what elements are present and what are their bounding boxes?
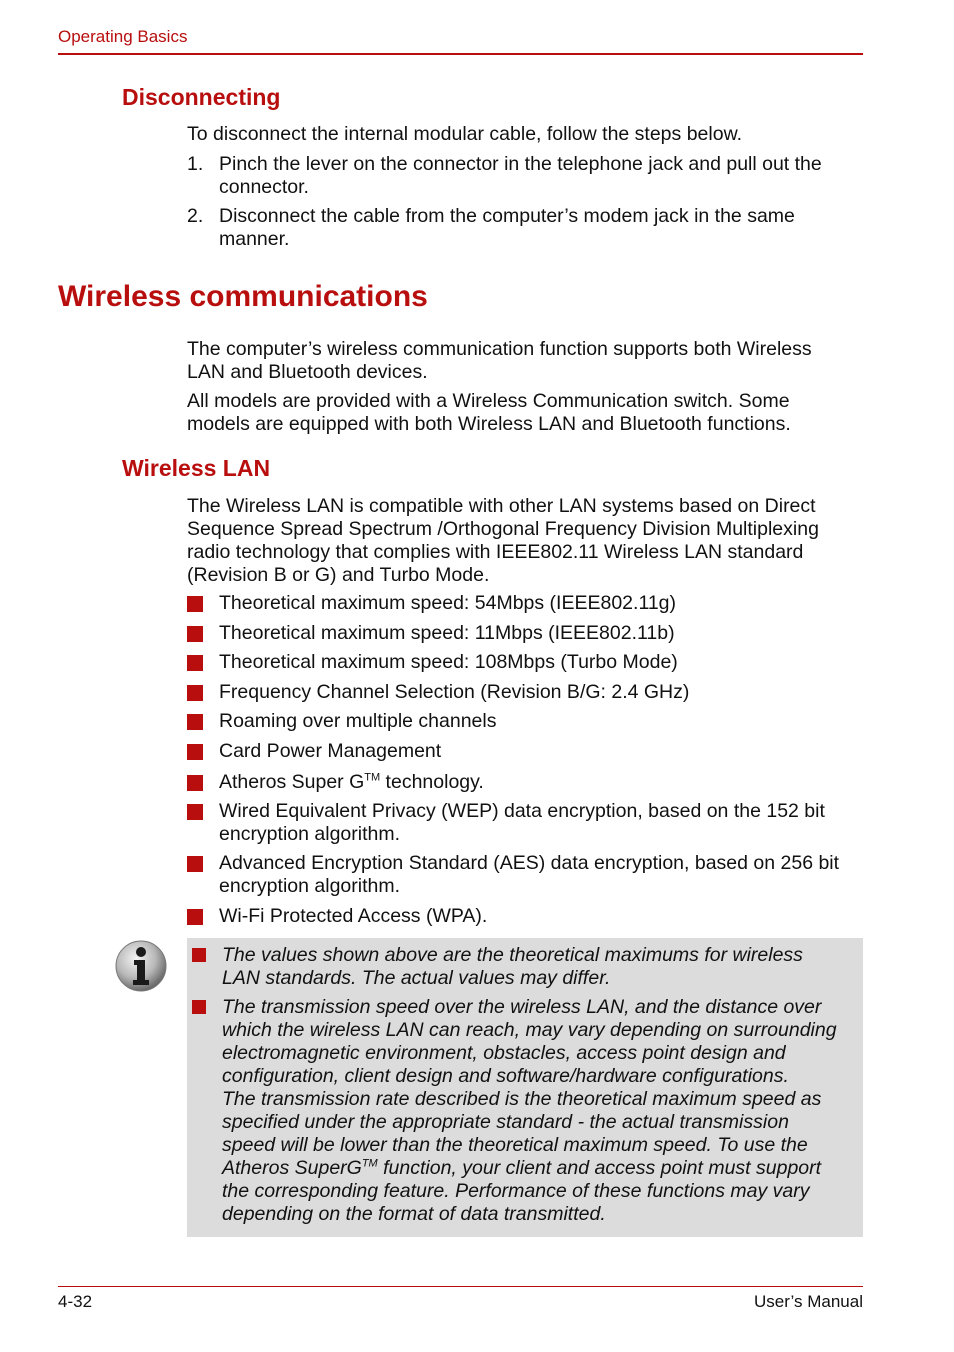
- step-line: Disconnect the cable from the computer’s modem jack in the same: [219, 205, 795, 227]
- info-icon: [113, 938, 169, 994]
- bullet-text: Frequency Channel Selection (Revision B/G: 2.4 GHz): [219, 681, 690, 703]
- para-line: radio technology that complies with IEEE802.11 Wireless LAN standard: [187, 541, 804, 563]
- bullet-icon: [187, 596, 203, 612]
- para-line: All models are provided with a Wireless Communication switch. Some: [187, 390, 790, 412]
- running-header: Operating Basics: [58, 27, 188, 46]
- note-line: [222, 1157, 860, 1180]
- note-line: speed will be lower than the theoretical maximum speed. To use the: [222, 1134, 808, 1156]
- para-line: Sequence Spread Spectrum /Orthogonal Frequency Division Multiplexing: [187, 518, 819, 540]
- disconnecting-heading: Disconnecting: [122, 84, 281, 110]
- note-line: LAN standards. The actual values may differ.: [222, 967, 611, 989]
- note-line: electromagnetic environment, obstacles, access point design and: [222, 1042, 786, 1064]
- para-line: The Wireless LAN is compatible with other LAN systems based on Direct: [187, 495, 816, 517]
- step-text: [219, 205, 869, 251]
- trademark-sup: TM: [364, 771, 381, 784]
- header-rule: [58, 53, 863, 55]
- note-text-part: function, your client and access point must support: [377, 1157, 822, 1179]
- wireless-lan-intro: [187, 495, 867, 587]
- note-item: [222, 944, 860, 990]
- note-line: The values shown above are the theoretical maximums for wireless: [222, 944, 803, 966]
- bullet-icon: [187, 714, 203, 730]
- bullet-text-part: Atheros Super G: [219, 771, 365, 793]
- manual-title: User’s Manual: [754, 1292, 863, 1311]
- step-line: connector.: [219, 176, 309, 198]
- bullet-icon: [187, 775, 203, 791]
- bullet-icon: [187, 626, 203, 642]
- wireless-heading: Wireless communications: [58, 280, 428, 313]
- bullet-icon: [187, 909, 203, 925]
- para-line: models are equipped with both Wireless LAN and Bluetooth functions.: [187, 413, 791, 435]
- step-number: 2.: [187, 205, 204, 227]
- step-line: Pinch the lever on the connector in the telephone jack and pull out the: [219, 153, 822, 175]
- wireless-paragraph-2: [187, 390, 867, 436]
- note-text-part: Atheros SuperG: [222, 1157, 362, 1179]
- bullet-icon: [192, 1000, 206, 1014]
- page-number: 4-32: [58, 1292, 93, 1311]
- para-line: LAN and Bluetooth devices.: [187, 361, 428, 383]
- bullet-icon: [187, 804, 203, 820]
- bullet-line: Wired Equivalent Privacy (WEP) data encryption, based on the 152 bit: [219, 800, 825, 822]
- bullet-text: Wi-Fi Protected Access (WPA).: [219, 905, 488, 927]
- wireless-paragraph-1: [187, 338, 867, 384]
- disconnecting-intro: To disconnect the internal modular cable, follow the steps below.: [187, 123, 742, 145]
- bullet-icon: [187, 655, 203, 671]
- note-line: The transmission speed over the wireless LAN, and the distance over: [222, 996, 822, 1018]
- step-number: 1.: [187, 153, 204, 175]
- bullet-text: [219, 800, 864, 846]
- bullet-text: Theoretical maximum speed: 108Mbps (Turbo Mode): [219, 651, 678, 673]
- note-line: the corresponding feature. Performance of these functions may vary: [222, 1180, 810, 1202]
- bullet-text: Theoretical maximum speed: 11Mbps (IEEE802.11b): [219, 622, 675, 644]
- bullet-line: encryption algorithm.: [219, 875, 401, 897]
- step-text: [219, 153, 869, 199]
- bullet-icon: [192, 948, 206, 962]
- note-line: which the wireless LAN can reach, may vary depending on surrounding: [222, 1019, 837, 1041]
- note-line: specified under the appropriate standard - the actual transmission: [222, 1111, 789, 1133]
- step-line: manner.: [219, 228, 290, 250]
- bullet-icon: [187, 856, 203, 872]
- bullet-icon: [187, 685, 203, 701]
- para-line: The computer’s wireless communication function supports both Wireless: [187, 338, 812, 360]
- bullet-text: [219, 771, 864, 794]
- note-line: configuration, client design and software/hardware configurations.: [222, 1065, 789, 1087]
- note-item: [222, 996, 860, 1226]
- footer-rule: [58, 1286, 863, 1287]
- note-line: The transmission rate described is the theoretical maximum speed as: [222, 1088, 822, 1110]
- bullet-text-part: technology.: [380, 771, 484, 793]
- para-line: (Revision B or G) and Turbo Mode.: [187, 564, 490, 586]
- note-line: depending on the format of data transmitted.: [222, 1203, 606, 1225]
- bullet-text: Roaming over multiple channels: [219, 710, 497, 732]
- bullet-line: Advanced Encryption Standard (AES) data encryption, based on 256 bit: [219, 852, 840, 874]
- trademark-sup: TM: [361, 1157, 378, 1170]
- bullet-text: Theoretical maximum speed: 54Mbps (IEEE802.11g): [219, 592, 677, 614]
- bullet-text: Card Power Management: [219, 740, 442, 762]
- wireless-lan-heading: Wireless LAN: [122, 455, 271, 481]
- bullet-text: [219, 852, 864, 898]
- bullet-line: encryption algorithm.: [219, 823, 401, 845]
- bullet-icon: [187, 744, 203, 760]
